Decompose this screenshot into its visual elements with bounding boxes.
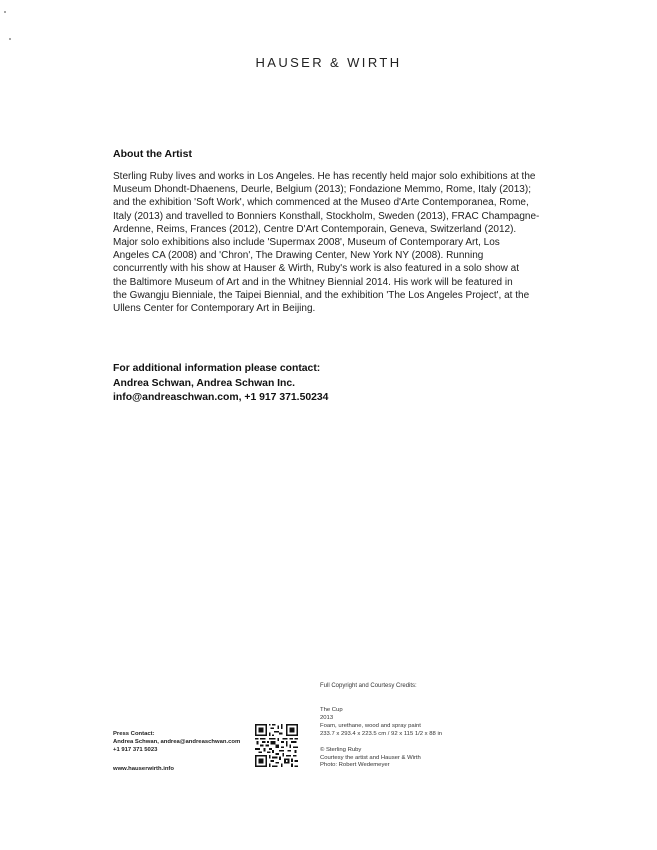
bio-line: Ardenne, Reims, Frances (2012), Centre D'Art Contemporain, Geneva, Switzerland (2012).	[113, 223, 517, 235]
contact-email-phone: info@andreaschwan.com, +1 917 371.50234	[113, 392, 329, 404]
contact-intro: For additional information please contact:	[113, 363, 321, 374]
scan-speck	[9, 38, 11, 40]
bio-line: Major solo exhibitions also include 'Supermax 2008', Museum of Contemporary Art, Los	[113, 237, 500, 249]
work-materials: Foam, urethane, wood and spray paint	[320, 722, 421, 729]
website-link[interactable]: www.hauserwirth.info	[113, 766, 174, 772]
bio-line: Angeles CA (2008) and 'Chron', The Drawing Center, New York NY (2008). Running	[113, 250, 484, 262]
contact-name: Andrea Schwan, Andrea Schwan Inc.	[113, 377, 296, 389]
credits-title: Full Copyright and Courtesy Credits:	[320, 683, 417, 689]
bio-line: Sterling Ruby lives and works in Los Angeles. He has recently held major solo exhibitions at the	[113, 171, 536, 182]
brand-logo: HAUSER & WIRTH	[255, 55, 402, 70]
bio-line: the Gwangju Bienniale, the Taipei Biennial, and the exhibition 'The Los Angeles Project', at the	[113, 289, 530, 301]
scan-speck	[4, 11, 6, 13]
photo-credit: Photo: Robert Wedemeyer	[320, 762, 390, 769]
bio-line: concurrently with his show at Hauser & Wirth, Ruby's work is also featured in a solo show at	[113, 263, 519, 275]
bio-line: the Baltimore Museum of Art and in the Whitney Biennial 2014. His work will be featured in	[113, 276, 513, 288]
credits-block	[320, 707, 442, 770]
courtesy-line: Courtesy the artist and Hauser & Wirth	[320, 754, 421, 761]
press-label: Press Contact:	[113, 731, 155, 737]
contact-block	[113, 362, 328, 406]
qr-code-icon	[255, 724, 298, 767]
press-phone: +1 917 371 5023	[113, 747, 158, 754]
press-name-email: Andrea Schwan, andrea@andreaschwan.com	[113, 739, 241, 746]
work-title: The Cup	[320, 707, 343, 713]
press-contact	[113, 730, 240, 755]
copyright-line: © Sterling Ruby	[320, 746, 362, 753]
about-heading: About the Artist	[113, 148, 192, 160]
work-year: 2013	[320, 714, 334, 721]
bio-line: Museum Dhondt-Dhaenens, Deurle, Belgium (2013); Fondazione Memmo, Rome, Italy (2013);	[113, 184, 531, 196]
bio-line: and the exhibition 'Soft Work', which commenced at the Museo d'Arte Contemporanea, Rome,	[113, 197, 529, 209]
bio-line: Italy (2013) and travelled to Bonniers Konsthall, Stockholm, Sweden (2013), FRAC Champagne-	[113, 210, 540, 222]
work-dimensions: 233.7 x 293.4 x 223.5 cm / 92 x 115 1/2 x 88 in	[320, 730, 443, 737]
artist-bio	[113, 170, 553, 315]
bio-line: Ullens Center for Contemporary Art in Beijing.	[113, 303, 316, 315]
